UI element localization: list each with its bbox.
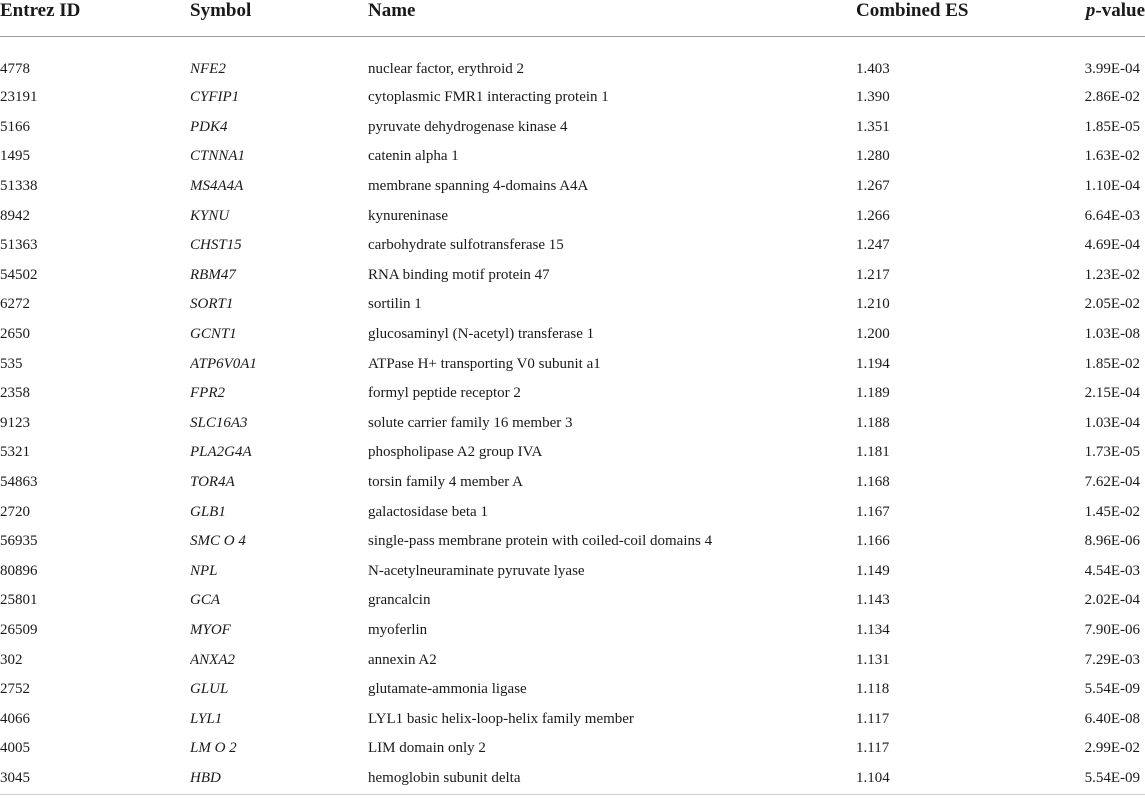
cell-entrez-id: 4005 [0, 740, 30, 757]
cell-symbol: TOR4A [190, 474, 235, 491]
cell-p-value: 5.54E-09 [1084, 681, 1140, 698]
table-row [0, 409, 1145, 439]
table-row [0, 231, 1145, 261]
cell-symbol: LYL1 [190, 710, 223, 727]
cell-symbol: FPR2 [190, 385, 225, 402]
cell-entrez-id: 9123 [0, 414, 30, 431]
cell-p-value: 7.62E-04 [1084, 474, 1140, 491]
cell-combined-es: 1.131 [856, 651, 890, 668]
cell-symbol: GLUL [190, 681, 229, 698]
cell-name: glutamate-ammonia ligase [368, 681, 527, 698]
cell-name: pyruvate dehydrogenase kinase 4 [368, 118, 568, 135]
cell-name: myoferlin [368, 621, 428, 638]
cell-p-value: 7.29E-03 [1084, 651, 1140, 668]
cell-p-value: 2.05E-02 [1084, 296, 1140, 313]
cell-entrez-id: 2720 [0, 503, 30, 520]
cell-combined-es: 1.189 [856, 385, 890, 402]
table-row [0, 379, 1145, 409]
cell-p-value: 6.40E-08 [1084, 710, 1140, 727]
cell-symbol: GLB1 [190, 503, 226, 520]
cell-entrez-id: 535 [0, 355, 23, 372]
table-row [0, 290, 1145, 320]
table-row [0, 586, 1145, 616]
cell-combined-es: 1.351 [856, 118, 890, 135]
cell-combined-es: 1.390 [856, 89, 890, 106]
table-row [0, 734, 1145, 764]
table-row [0, 261, 1145, 291]
cell-name: carbohydrate sulfotransferase 15 [368, 237, 564, 254]
cell-entrez-id: 25801 [0, 592, 38, 609]
cell-entrez-id: 2358 [0, 385, 30, 402]
cell-entrez-id: 1495 [0, 148, 30, 165]
cell-p-value: 4.69E-04 [1084, 237, 1140, 254]
cell-entrez-id: 3045 [0, 764, 190, 795]
cell-entrez-id: 5166 [0, 118, 30, 135]
cell-name: grancalcin [368, 592, 431, 609]
cell-name: cytoplasmic FMR1 interacting protein 1 [368, 89, 609, 106]
table-row [0, 497, 1145, 527]
cell-name: hemoglobin subunit delta [368, 764, 856, 795]
cell-symbol: SORT1 [190, 296, 234, 313]
cell-combined-es: 1.117 [856, 740, 890, 757]
cell-entrez-id: 51363 [0, 237, 38, 254]
cell-entrez-id: 2650 [0, 326, 30, 343]
cell-combined-es: 1.194 [856, 355, 890, 372]
header-entrez-id: Entrez ID [0, 0, 190, 37]
cell-combined-es: 1.118 [856, 681, 890, 698]
cell-symbol: PDK4 [190, 118, 228, 135]
table-row [0, 438, 1145, 468]
cell-p-value: 3.99E-04 [1084, 60, 1140, 77]
table-row [0, 468, 1145, 498]
cell-combined-es: 1.267 [856, 178, 890, 195]
cell-name: glucosaminyl (N-acetyl) transferase 1 [368, 326, 595, 343]
cell-name: annexin A2 [368, 651, 437, 668]
cell-name: torsin family 4 member A [368, 474, 523, 491]
table-row [0, 320, 1145, 350]
cell-entrez-id: 54863 [0, 474, 38, 491]
cell-symbol: NPL [190, 562, 218, 579]
cell-name: sortilin 1 [368, 296, 422, 313]
cell-combined-es: 1.181 [856, 444, 890, 461]
cell-entrez-id: 51338 [0, 178, 38, 195]
table-header [0, 0, 1145, 37]
cell-combined-es: 1.104 [856, 764, 1052, 795]
cell-name: RNA binding motif protein 47 [368, 266, 550, 283]
cell-combined-es: 1.134 [856, 621, 890, 638]
cell-name: membrane spanning 4-domains A4A [368, 178, 589, 195]
header-p-value-suffix: -value [1095, 0, 1145, 21]
cell-combined-es: 1.403 [856, 60, 890, 77]
cell-symbol: SLC16A3 [190, 414, 248, 431]
cell-combined-es: 1.168 [856, 474, 890, 491]
cell-combined-es: 1.188 [856, 414, 890, 431]
cell-p-value: 1.85E-05 [1084, 118, 1140, 135]
cell-p-value: 7.90E-06 [1084, 621, 1140, 638]
cell-combined-es: 1.149 [856, 562, 890, 579]
cell-combined-es: 1.266 [856, 207, 890, 224]
cell-entrez-id: 5321 [0, 444, 30, 461]
cell-combined-es: 1.210 [856, 296, 890, 313]
cell-entrez-id: 2752 [0, 681, 30, 698]
cell-entrez-id: 80896 [0, 562, 38, 579]
table-row [0, 201, 1145, 231]
table-row [0, 172, 1145, 202]
cell-p-value: 1.10E-04 [1084, 178, 1140, 195]
cell-p-value: 1.23E-02 [1084, 266, 1140, 283]
table-row [0, 349, 1145, 379]
cell-combined-es: 1.117 [856, 710, 890, 727]
table-row [0, 557, 1145, 587]
cell-symbol: SMC O 4 [190, 533, 246, 550]
cell-p-value: 2.02E-04 [1084, 592, 1140, 609]
cell-symbol: ANXA2 [190, 651, 235, 668]
cell-name: solute carrier family 16 member 3 [368, 414, 573, 431]
cell-name: galactosidase beta 1 [368, 503, 488, 520]
cell-symbol: KYNU [190, 207, 230, 224]
cell-symbol: GCA [190, 592, 220, 609]
cell-name: phospholipase A2 group IVA [368, 444, 543, 461]
cell-combined-es: 1.143 [856, 592, 890, 609]
cell-name: ATPase H+ transporting V0 subunit a1 [368, 355, 601, 372]
cell-name: single-pass membrane protein with coiled-coil domains 4 [368, 533, 713, 550]
cell-p-value: 1.63E-02 [1084, 148, 1140, 165]
header-p-value-italic: p [1085, 0, 1096, 21]
cell-entrez-id: 54502 [0, 266, 38, 283]
table-row [0, 83, 1145, 113]
header-combined-es: Combined ES [856, 0, 1052, 37]
table-row [0, 704, 1145, 734]
cell-name: kynureninase [368, 207, 448, 224]
cell-symbol: MYOF [190, 621, 231, 638]
cell-p-value: 6.64E-03 [1084, 207, 1140, 224]
cell-p-value: 2.15E-04 [1084, 385, 1140, 402]
cell-entrez-id: 23191 [0, 89, 38, 106]
cell-p-value: 1.03E-04 [1084, 414, 1140, 431]
cell-p-value: 5.54E-09 [1052, 764, 1145, 795]
cell-symbol: MS4A4A [190, 178, 244, 195]
cell-name: catenin alpha 1 [368, 148, 459, 165]
header-p-value [1052, 0, 1145, 37]
table-row [0, 113, 1145, 143]
header-row [0, 0, 1145, 37]
header-symbol: Symbol [190, 0, 368, 37]
cell-entrez-id: 8942 [0, 207, 30, 224]
cell-symbol: RBM47 [190, 266, 236, 283]
cell-combined-es: 1.167 [856, 503, 890, 520]
cell-name: LIM domain only 2 [368, 740, 486, 757]
cell-combined-es: 1.280 [856, 148, 890, 165]
cell-p-value: 1.85E-02 [1084, 355, 1140, 372]
cell-entrez-id: 4778 [0, 60, 30, 77]
cell-symbol: CYFIP1 [190, 89, 240, 106]
cell-entrez-id: 4066 [0, 710, 30, 727]
cell-p-value: 1.45E-02 [1084, 503, 1140, 520]
table-row [0, 142, 1145, 172]
cell-p-value: 8.96E-06 [1084, 533, 1140, 550]
cell-symbol: CTNNA1 [190, 148, 246, 165]
table-row [0, 764, 1145, 795]
cell-combined-es: 1.166 [856, 533, 890, 550]
cell-entrez-id: 6272 [0, 296, 30, 313]
cell-p-value: 2.86E-02 [1084, 89, 1140, 106]
cell-p-value: 4.54E-03 [1084, 562, 1140, 579]
cell-symbol: GCNT1 [190, 326, 237, 343]
table-row [0, 616, 1145, 646]
table-row [0, 37, 1145, 84]
cell-symbol: ATP6V0A1 [190, 355, 257, 372]
cell-p-value: 1.03E-08 [1084, 326, 1140, 343]
table-body [0, 37, 1145, 795]
cell-p-value: 1.73E-05 [1084, 444, 1140, 461]
cell-entrez-id: 302 [0, 651, 23, 668]
cell-symbol: PLA2G4A [190, 444, 252, 461]
header-name: Name [368, 0, 856, 37]
table-row [0, 527, 1145, 557]
table-row [0, 675, 1145, 705]
cell-symbol: NFE2 [190, 60, 226, 77]
cell-combined-es: 1.200 [856, 326, 890, 343]
cell-combined-es: 1.217 [856, 266, 890, 283]
table-row [0, 645, 1145, 675]
cell-p-value: 2.99E-02 [1084, 740, 1140, 757]
cell-name: nuclear factor, erythroid 2 [368, 60, 524, 77]
cell-entrez-id: 56935 [0, 533, 38, 550]
cell-name: formyl peptide receptor 2 [368, 385, 521, 402]
cell-symbol: LM O 2 [190, 740, 237, 757]
cell-symbol: HBD [190, 764, 368, 795]
cell-name: N-acetylneuraminate pyruvate lyase [368, 562, 585, 579]
cell-symbol: CHST15 [190, 237, 242, 254]
cell-name: LYL1 basic helix-loop-helix family member [368, 710, 634, 727]
cell-combined-es: 1.247 [856, 237, 890, 254]
cell-entrez-id: 26509 [0, 621, 38, 638]
